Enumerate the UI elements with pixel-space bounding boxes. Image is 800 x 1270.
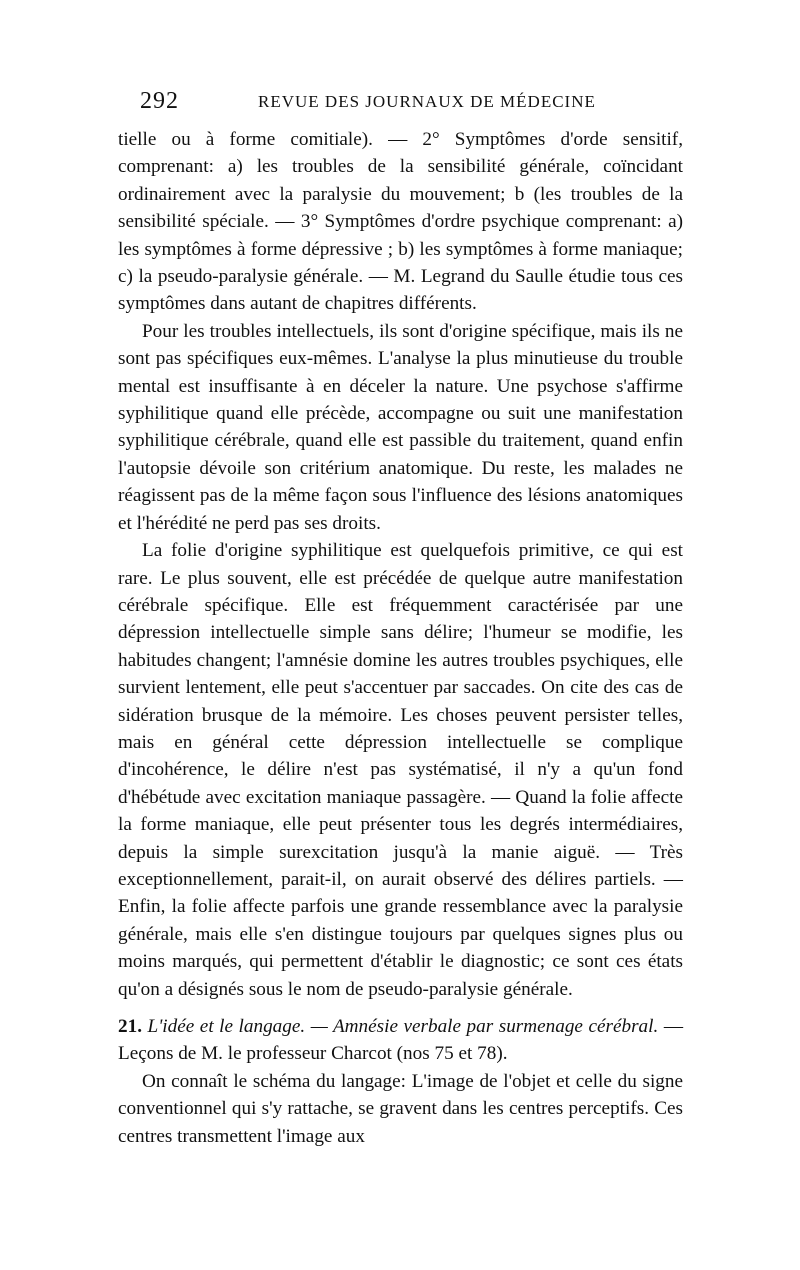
paragraph-continuation: tielle ou à forme comitiale). — 2° Symptômes d'orde sensitif, comprenant: a) les troubles de la sensibilité générale, coïncidant ordinairement avec la paralysie du mouvement; b (les troubles de la sensibilité spéciale. — 3° Symptômes d'ordre psychique comprenant: a) les symptômes à forme dépressive ; b) les symptômes à forme maniaque; c) la pseudo-paralysie générale. — M. Legrand du Saulle étudie tous ces symptômes dans autant de chapitres différents. (118, 129, 683, 315)
paragraph-intellectual-troubles: Pour les troubles intellectuels, ils sont d'origine spécifique, mais ils ne sont pas spécifiques eux-mêmes. L'analyse la plus minutieuse du trouble mental est insuffisante à en déceler la nature. Une psychose s'affirme syphilitique quand elle précède, accompagne ou suit une manifestation syphilitique cérébrale, quand elle est passible du traitement, quand enfin l'autopsie dévoile son critérium anatomique. Du reste, les malades ne réagissent pas de la même façon sous l'influence des lésions anatomiques et l'hérédité ne perd pas ses droits. (118, 320, 683, 534)
page-number: 292 (140, 88, 179, 114)
entry-number: 21. (118, 1016, 142, 1037)
entry-title: L'idée et le langage. — Amnésie verbale par surmenage cérébral. (147, 1016, 659, 1037)
journal-entry-heading (118, 1013, 683, 1068)
paragraph-language-schema: On connaît le schéma du langage: L'image de l'objet et celle du signe conventionnel qui s'y rattache, se gravent dans les centres perceptifs. Ces centres transmettent l'image aux (118, 1070, 683, 1147)
page-header (140, 88, 685, 118)
entry-source: — Leçons de M. le professeur Charcot (nos 75 et 78). (118, 1016, 684, 1065)
paragraph-syphilitic-folly: La folie d'origine syphilitique est quelquefois primitive, ce qui est rare. Le plus souvent, elle est précédée de quelque autre manifestation cérébrale spécifique. Elle est fréquemment caractérisée par une dépression intellectuelle simple sans délire; l'humeur se modifie, les habitudes changent; l'amnésie domine les autres troubles psychiques, elle survient lentement, elle peut s'accentuer par saccades. On cite des cas de sidération brusque de la mémoire. Les choses peuvent persister telles, mais en général cette dépression intellectuelle se complique d'incohérence, le délire n'est pas systématisé, il n'y a qu'un fond d'hébétude avec excitation maniaque passagère. — Quand la folie affecte la forme maniaque, elle peut présenter tous les degrés intermédiaires, depuis la simple surexcitation jusqu'à la manie aiguë. — Très exceptionnellement, parait-il, on aurait observé des délires partiels. — Enfin, la folie affecte parfois une grande ressemblance avec la paralysie générale, mais elle s'en distingue toujours par quelques signes plus ou moins marqués, qui permettent d'établir le diagnostic; ce sont ces états qu'on a désignés sous le nom de pseudo-paralysie générale. (118, 540, 683, 1000)
running-title: REVUE DES JOURNAUX DE MÉDECINE (258, 92, 596, 111)
page-body (118, 126, 683, 1150)
